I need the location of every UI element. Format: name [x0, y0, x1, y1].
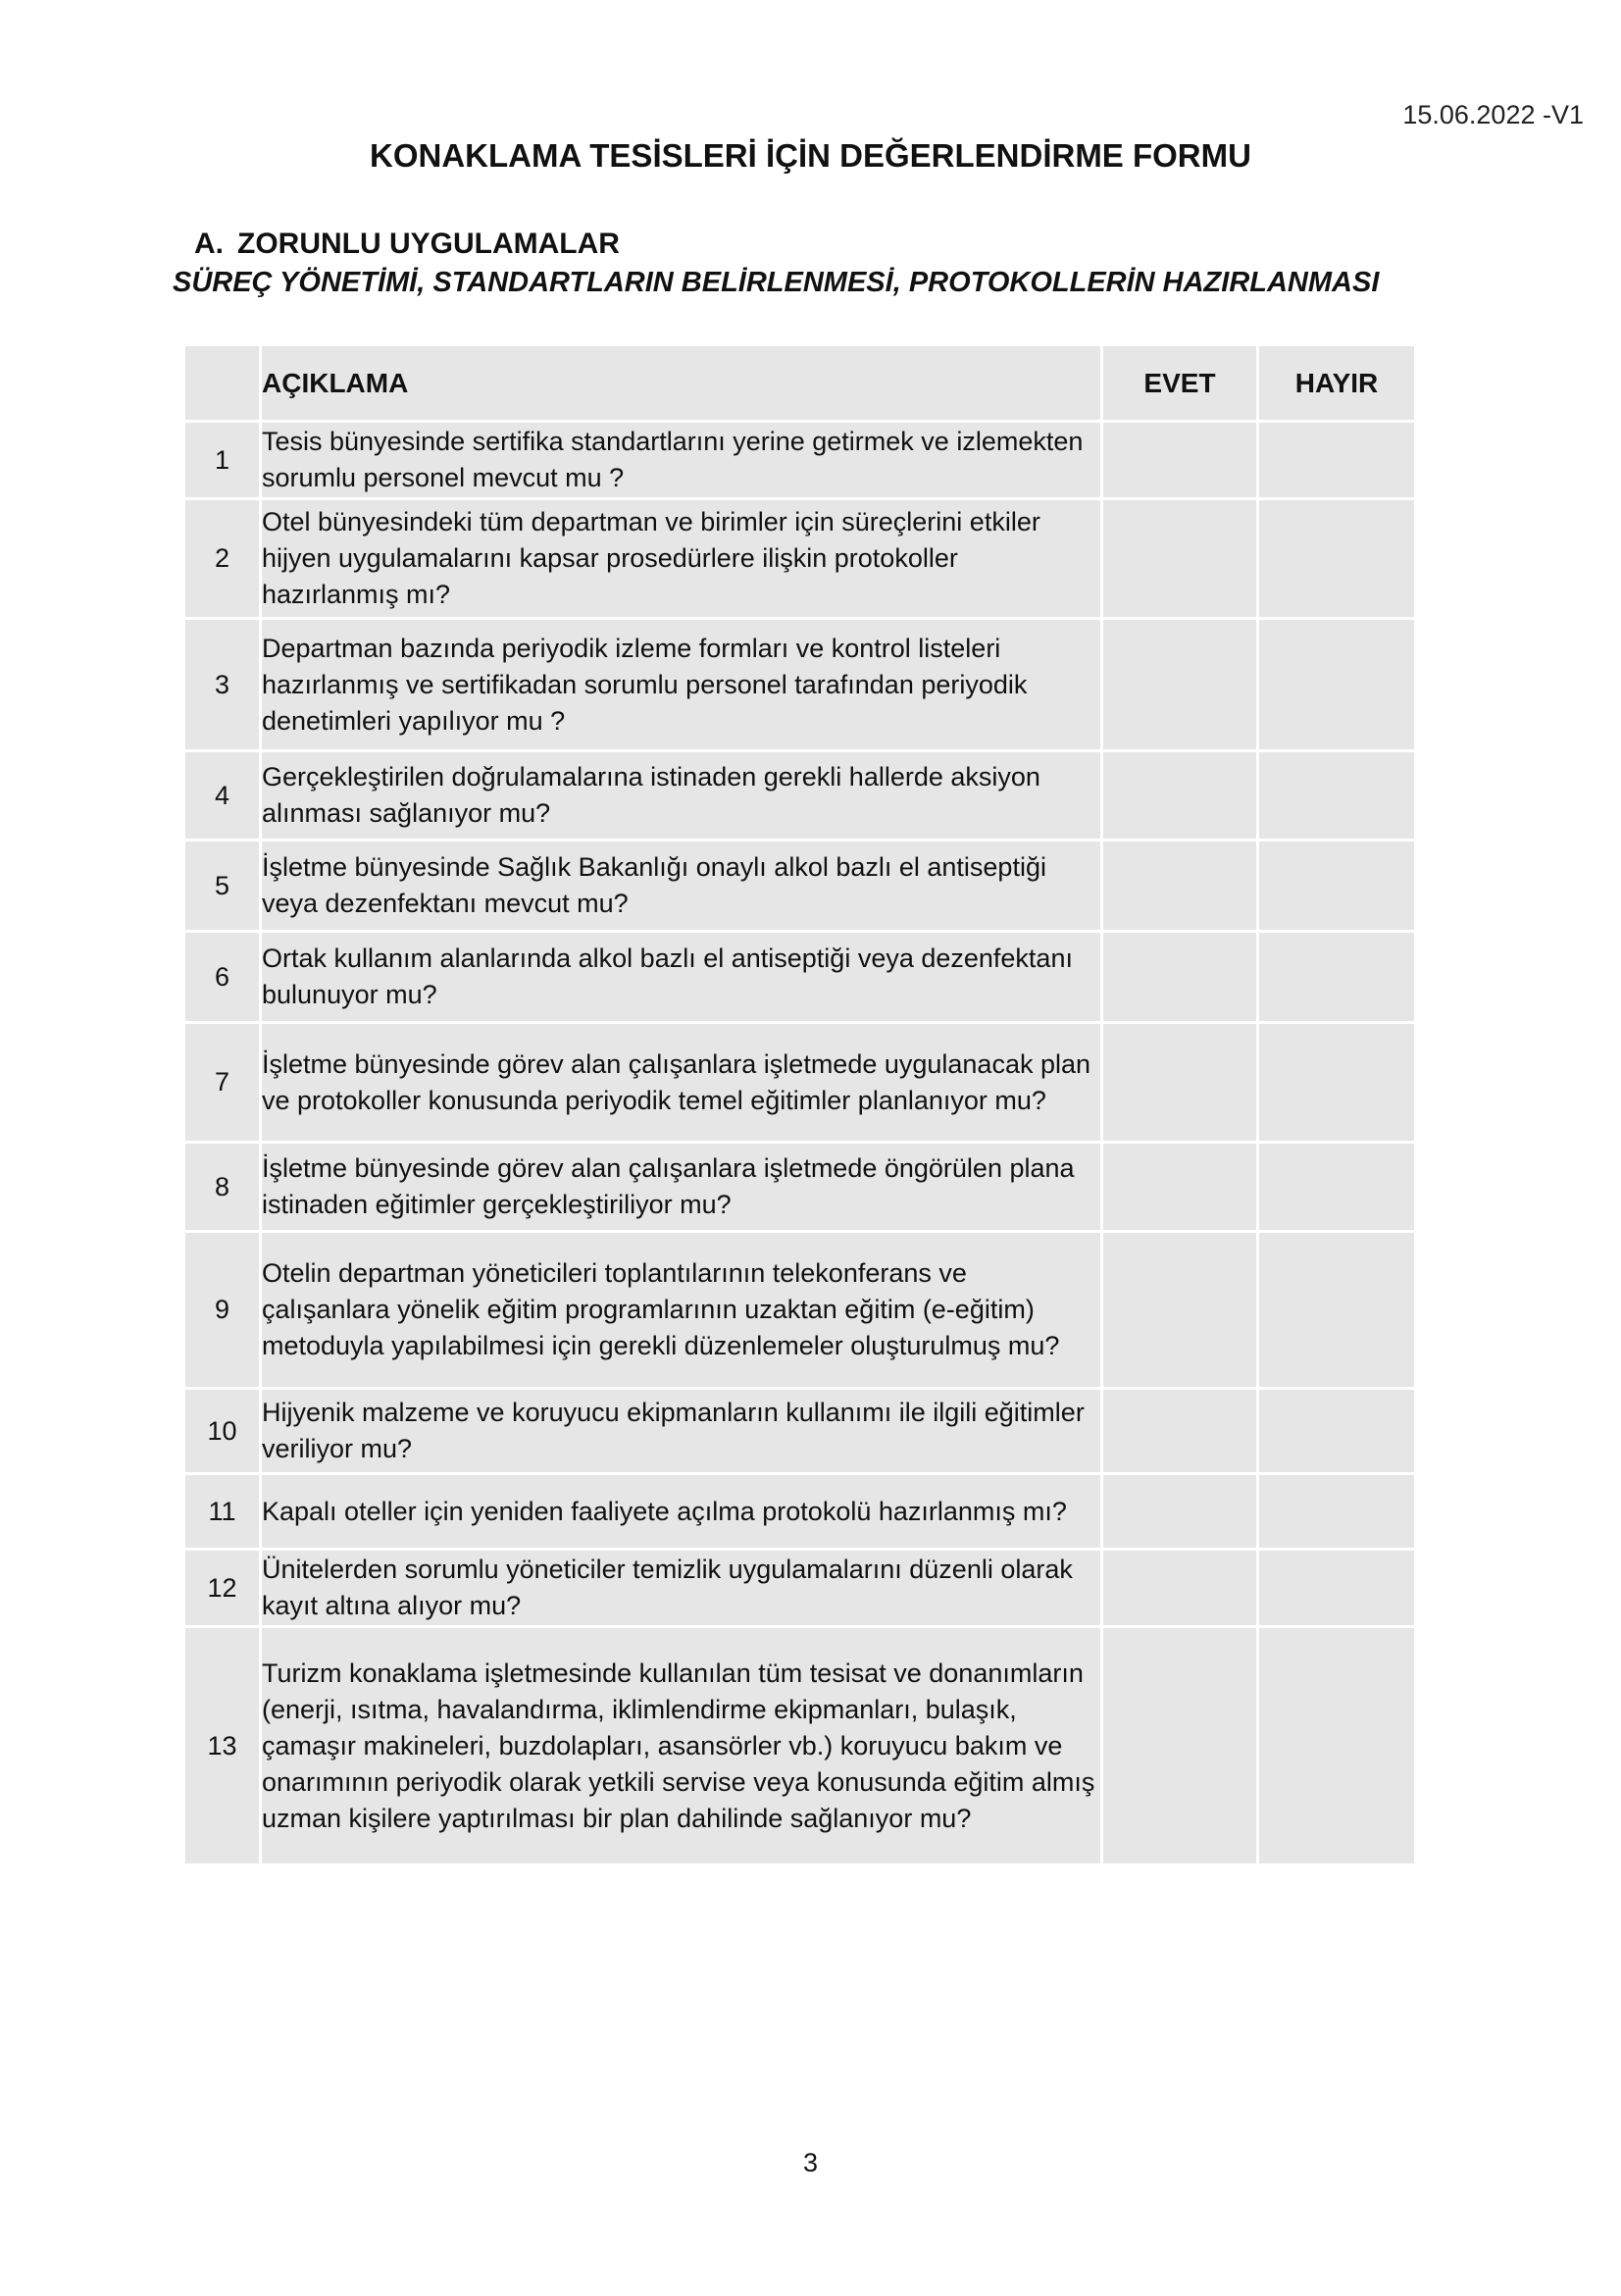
header-number [185, 346, 259, 420]
row-description: Kapalı oteller için yeniden faaliyete açılma protokolü hazırlanmış mı? [262, 1475, 1100, 1548]
no-cell[interactable] [1259, 423, 1414, 497]
yes-cell[interactable] [1103, 842, 1256, 930]
yes-cell[interactable] [1103, 423, 1256, 497]
yes-cell[interactable] [1103, 1628, 1256, 1863]
row-description: Gerçekleştirilen doğrulamalarına istinaden gerekli hallerde aksiyon alınması sağlanıyor mu? [262, 752, 1100, 839]
header-yes: EVET [1103, 346, 1256, 420]
table-row [185, 1551, 1414, 1625]
evaluation-table [182, 343, 1417, 1866]
row-number: 11 [185, 1475, 259, 1548]
table-row [185, 423, 1414, 497]
form-title: KONAKLAMA TESİSLERİ İÇİN DEĞERLENDİRME FORMU [370, 137, 1251, 174]
row-number: 1 [185, 423, 259, 497]
no-cell[interactable] [1259, 1551, 1414, 1625]
yes-cell[interactable] [1103, 933, 1256, 1021]
row-description: İşletme bünyesinde görev alan çalışanlara işletmede öngörülen plana istinaden eğitimler gerçekleştiriliyor mu? [262, 1144, 1100, 1230]
row-number: 5 [185, 842, 259, 930]
yes-cell[interactable] [1103, 752, 1256, 839]
yes-cell[interactable] [1103, 1024, 1256, 1141]
header-no: HAYIR [1259, 346, 1414, 420]
row-description: Ünitelerden sorumlu yöneticiler temizlik uygulamalarını düzenli olarak kayıt altına alıyor mu? [262, 1551, 1100, 1625]
section-heading [194, 228, 620, 261]
no-cell[interactable] [1259, 752, 1414, 839]
row-number: 13 [185, 1628, 259, 1863]
row-description: Otel bünyesindeki tüm departman ve birimler için süreçlerini etkiler hijyen uygulamalarını kapsar prosedürlere ilişkin protokoller hazırlanmış mı? [262, 500, 1100, 617]
section-title: ZORUNLU UYGULAMALAR [237, 228, 620, 260]
yes-cell[interactable] [1103, 1233, 1256, 1387]
table-row [185, 1628, 1414, 1863]
row-number: 12 [185, 1551, 259, 1625]
table-row [185, 752, 1414, 839]
table-row [185, 620, 1414, 749]
row-description: Otelin departman yöneticileri toplantılarının telekonferans ve çalışanlara yönelik eğitim programlarının uzaktan eğitim (e-eğitim) metoduyla yapılabilmesi için gerekli düzenlemeler oluşturulmuş mu? [262, 1233, 1100, 1387]
no-cell[interactable] [1259, 1628, 1414, 1863]
row-number: 4 [185, 752, 259, 839]
page-number: 3 [802, 2148, 819, 2177]
row-description: Hijyenik malzeme ve koruyucu ekipmanların kullanımı ile ilgili eğitimler veriliyor mu? [262, 1390, 1100, 1472]
table-row [185, 1390, 1414, 1472]
table-row [185, 1475, 1414, 1548]
row-description: Tesis bünyesinde sertifika standartlarını yerine getirmek ve izlemekten sorumlu personel mevcut mu ? [262, 423, 1100, 497]
yes-cell[interactable] [1103, 620, 1256, 749]
version-label: 15.06.2022 -V1 [1402, 100, 1584, 129]
no-cell[interactable] [1259, 620, 1414, 749]
row-description: İşletme bünyesinde görev alan çalışanlara işletmede uygulanacak plan ve protokoller konusunda periyodik temel eğitimler planlanıyor mu? [262, 1024, 1100, 1141]
no-cell[interactable] [1259, 1390, 1414, 1472]
row-number: 9 [185, 1233, 259, 1387]
yes-cell[interactable] [1103, 1475, 1256, 1548]
row-description: İşletme bünyesinde Sağlık Bakanlığı onaylı alkol bazlı el antiseptiği veya dezenfektanı mevcut mu? [262, 842, 1100, 930]
no-cell[interactable] [1259, 842, 1414, 930]
row-number: 7 [185, 1024, 259, 1141]
no-cell[interactable] [1259, 933, 1414, 1021]
subsection-heading: SÜREÇ YÖNETİMİ, STANDARTLARIN BELİRLENMESİ, PROTOKOLLERİN HAZIRLANMASI [173, 267, 1380, 298]
row-description: Turizm konaklama işletmesinde kullanılan tüm tesisat ve donanımların (enerji, ısıtma, havalandırma, iklimlendirme ekipmanları, bulaşık, çamaşır makineleri, buzdolapları, asansörler vb.) koruyucu bakım ve onarımının periyodik olarak yetkili servise veya konusunda eğitim almış uzman kişilere yaptırılması bir plan dahilinde sağlanıyor mu? [262, 1628, 1100, 1863]
no-cell[interactable] [1259, 1144, 1414, 1230]
row-number: 8 [185, 1144, 259, 1230]
no-cell[interactable] [1259, 1024, 1414, 1141]
yes-cell[interactable] [1103, 1551, 1256, 1625]
no-cell[interactable] [1259, 1233, 1414, 1387]
row-number: 6 [185, 933, 259, 1021]
table-row [185, 1233, 1414, 1387]
table-row [185, 500, 1414, 617]
yes-cell[interactable] [1103, 1390, 1256, 1472]
row-description: Ortak kullanım alanlarında alkol bazlı el antiseptiği veya dezenfektanı bulunuyor mu? [262, 933, 1100, 1021]
row-description: Departman bazında periyodik izleme formları ve kontrol listeleri hazırlanmış ve sertifikadan sorumlu personel tarafından periyodik denetimleri yapılıyor mu ? [262, 620, 1100, 749]
table-row [185, 933, 1414, 1021]
row-number: 10 [185, 1390, 259, 1472]
table-header-row [185, 346, 1414, 420]
table-row [185, 1024, 1414, 1141]
row-number: 3 [185, 620, 259, 749]
header-description: AÇIKLAMA [262, 346, 1100, 420]
section-letter: A. [194, 228, 224, 260]
row-number: 2 [185, 500, 259, 617]
yes-cell[interactable] [1103, 1144, 1256, 1230]
no-cell[interactable] [1259, 500, 1414, 617]
table-row [185, 1144, 1414, 1230]
table-row [185, 842, 1414, 930]
no-cell[interactable] [1259, 1475, 1414, 1548]
yes-cell[interactable] [1103, 500, 1256, 617]
